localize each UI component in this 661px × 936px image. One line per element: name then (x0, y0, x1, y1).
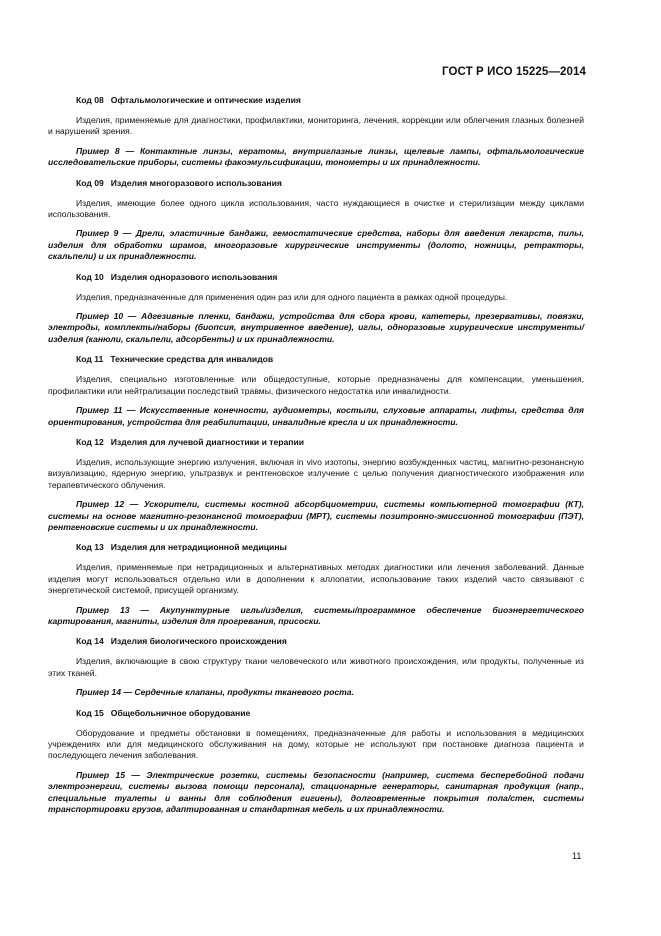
section-heading (76, 708, 584, 719)
section-code-10 (48, 272, 584, 346)
section-title: Изделия многоразового использования (110, 177, 282, 188)
section-example: Пример 8 — Контактные линзы, кератомы, внутриглазные линзы, щелевые лампы, офтальмологические исследовательские приборы, системы факоэмульсификации, тонометры и их принадлежности. (48, 145, 584, 168)
section-heading (76, 437, 584, 448)
section-title: Офтальмологические и оптические изделия (110, 95, 301, 105)
page-number: 11 (572, 851, 582, 861)
section-code: Код 14 (76, 636, 104, 647)
section-code: Код 12 (76, 436, 104, 447)
section-title: Изделия одноразового использования (110, 271, 278, 282)
section-code: Код 10 (76, 271, 104, 282)
section-title: Изделия для лучевой диагностики и терапии (110, 436, 305, 447)
section-description: Изделия, специально изготовленные или общедоступные, которые предназначены для компенсации, уменьшения, профилактики или нейтрализации последствий травмы, физического недостатка или инвалидности. (48, 374, 584, 396)
section-description: Изделия, имеющие более одного цикла использования, часто нуждающиеся в очистке и стерилизации между циклами использования. (48, 197, 584, 220)
section-title: Общебольничное оборудование (110, 707, 251, 718)
section-code-15 (48, 708, 584, 816)
section-description: Изделия, использующие энергию излучения, включая in vivo изотопы, энергию возбужденных частиц, магнитно-резонансную визуализацию, ядерную энергию, ультразвук и рентгеновское излучение с целью получения диагностического изображения или терапевтического облучения. (48, 456, 584, 490)
section-code-11 (48, 354, 584, 428)
section-heading (76, 354, 584, 365)
section-code: Код 09 (76, 177, 104, 188)
section-heading (76, 636, 584, 647)
section-heading (76, 178, 584, 189)
section-code: Код 15 (76, 707, 104, 718)
document-header: ГОСТ Р ИСО 15225—2014 (442, 66, 587, 78)
section-example: Пример 12 — Ускорители, системы костной абсорбциометрии, системы компьютерной томографии (КТ), системы на основе магнитно-резонансной томографии (МРТ), системы позитронно-эмиссионной томографии (ПЭТ), рентгеновские системы и их принадлежности. (48, 499, 584, 532)
section-heading (76, 272, 584, 283)
section-heading (76, 95, 584, 106)
section-code-09 (48, 178, 584, 263)
section-title: Изделия для нетрадиционной медицины (110, 542, 287, 553)
section-example: Пример 13 — Акупунктурные иглы/изделия, системы/программное обеспечение биоэнергетического картирования, магниты, изделия для прогревания, присоски. (48, 604, 584, 626)
section-description: Оборудование и предметы обстановки в помещениях, предназначенные для работы и использования в медицинских учреждениях или для медицинского обслуживания на дому, которые не используют при постановке диагноза пациента и последующего лечения заболевания. (48, 727, 584, 761)
section-description: Изделия, предназначенные для применения один раз или для одного пациента в рамках одной процедуры. (76, 291, 508, 302)
section-title: Технические средства для инвалидов (110, 354, 274, 365)
section-code-12 (48, 437, 584, 533)
section-example: Пример 10 — Адгезивные пленки, бандажи, устройства для сбора крови, катетеры, презервативы, повязки, электроды, комплекты/наборы (биопсия, внутривенное введение), иглы, одноразовые хирургические инструменты/изделия (канюли, скальпели, адсорбенты) и их принадлежности. (48, 311, 584, 344)
section-example: Пример 15 — Электрические розетки, системы безопасности (например, система бесперебойной подачи электроэнергии, системы вызова помощи персонала), стационарные генераторы, санитарная продукция (напр., специальные туалеты и ванны для соблюдения гигиены), долговременные покрытия пола/стен, системы транспортировки грузов, адаптированная и стандартная мебель и их принадлежности. (48, 769, 584, 815)
section-code-14 (48, 636, 584, 698)
section-description: Изделия, применяемые для диагностики, профилактики, мониторинга, лечения, коррекции или облегчения глазных болезней и нарушений зрения. (48, 115, 584, 137)
section-code: Код 11 (76, 354, 104, 365)
section-code: Код 08 (76, 95, 104, 105)
section-title: Изделия биологического происхождения (110, 636, 287, 647)
section-code-08 (48, 95, 584, 169)
document-body (48, 95, 584, 824)
section-description: Изделия, включающие в свою структуру ткани человеческого или животного происхождения, или продукты, полученные из этих тканей. (48, 656, 584, 678)
section-code-13 (48, 542, 584, 627)
section-example: Пример 11 — Искусственные конечности, аудиометры, костыли, слуховые аппараты, лифты, средства для ориентирования, устройства для реабилитации, инвалидные кресла и их принадлежности. (48, 405, 584, 427)
section-heading (76, 542, 584, 553)
section-code: Код 13 (76, 542, 104, 553)
section-example: Пример 9 — Дрели, эластичные бандажи, гемостатические средства, наборы для введения лекарств, пилы, изделия для обработки шрамов, многоразовые хирургические инструменты (долото, ножницы, ретракторы, скальпели) и их принадлежности. (48, 228, 584, 262)
section-example: Пример 14 — Сердечные клапаны, продукты тканевого роста. (76, 687, 354, 698)
section-description: Изделия, применяемые при нетрадиционных и альтернативных методах диагностики или лечения заболеваний. Данные изделия могут использоваться отдельно или в дополнении к аллопатии, использование таких изделий часто связывают с энергетической системой, присущей организму. (48, 562, 584, 596)
